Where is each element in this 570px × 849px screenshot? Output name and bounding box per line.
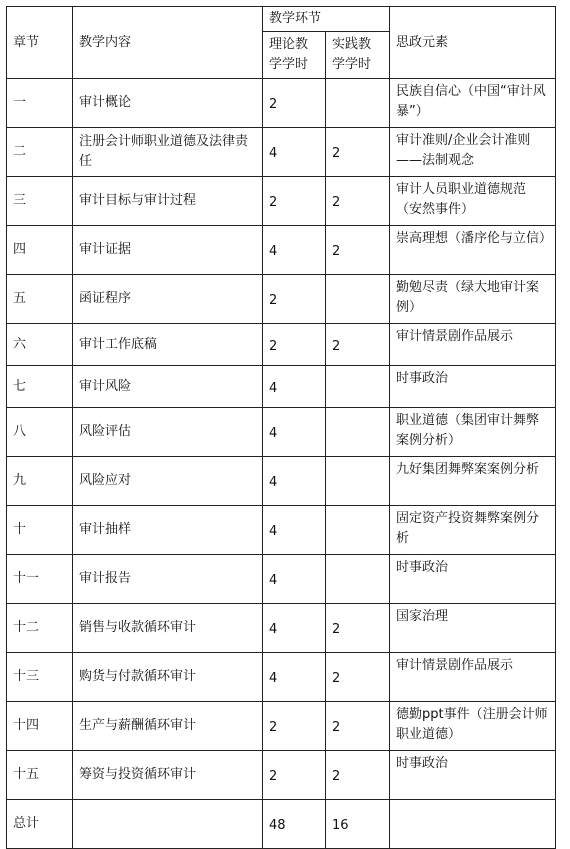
cell-practice-hours — [326, 275, 390, 324]
cell-theory-hours: 4 — [263, 653, 326, 702]
cell-ideological-element: 国家治理 — [390, 604, 556, 653]
cell-ideological-element: 固定资产投资舞弊案例分析 — [390, 506, 556, 555]
cell-chapter: 十二 — [7, 604, 73, 653]
cell-chapter: 十一 — [7, 555, 73, 604]
cell-chapter: 十五 — [7, 751, 73, 800]
cell-content: 销售与收款循环审计 — [73, 604, 263, 653]
cell-total-practice-hours: 16 — [326, 800, 390, 849]
table-row — [7, 275, 556, 324]
cell-practice-hours: 2 — [326, 128, 390, 177]
cell-ideological-element: 审计情景剧作品展示 — [390, 653, 556, 702]
cell-chapter: 七 — [7, 366, 73, 408]
cell-content: 审计报告 — [73, 555, 263, 604]
course-hours-table — [6, 6, 556, 849]
cell-ideological-element: 审计情景剧作品展示 — [390, 324, 556, 366]
cell-total-element — [390, 800, 556, 849]
table-row — [7, 702, 556, 751]
cell-chapter: 十 — [7, 506, 73, 555]
table-row — [7, 79, 556, 128]
cell-theory-hours: 4 — [263, 457, 326, 506]
table-row — [7, 555, 556, 604]
cell-theory-hours: 4 — [263, 408, 326, 457]
cell-total-theory-hours: 48 — [263, 800, 326, 849]
header-practice-hours: 实践教学学时 — [326, 32, 390, 79]
table-row — [7, 226, 556, 275]
cell-theory-hours: 2 — [263, 275, 326, 324]
cell-ideological-element: 审计准则/企业会计准则——法制观念 — [390, 128, 556, 177]
cell-practice-hours: 2 — [326, 604, 390, 653]
cell-ideological-element: 勤勉尽责（绿大地审计案例） — [390, 275, 556, 324]
cell-practice-hours — [326, 366, 390, 408]
table-row — [7, 751, 556, 800]
cell-chapter: 五 — [7, 275, 73, 324]
cell-theory-hours: 4 — [263, 128, 326, 177]
cell-content: 生产与薪酬循环审计 — [73, 702, 263, 751]
cell-ideological-element: 九好集团舞弊案案例分析 — [390, 457, 556, 506]
cell-practice-hours — [326, 457, 390, 506]
cell-practice-hours: 2 — [326, 653, 390, 702]
cell-theory-hours: 2 — [263, 79, 326, 128]
cell-practice-hours — [326, 555, 390, 604]
table-row — [7, 366, 556, 408]
cell-ideological-element: 民族自信心（中国“审计风暴”） — [390, 79, 556, 128]
cell-theory-hours: 4 — [263, 604, 326, 653]
cell-theory-hours: 4 — [263, 226, 326, 275]
cell-content: 审计抽样 — [73, 506, 263, 555]
cell-practice-hours: 2 — [326, 177, 390, 226]
table-row — [7, 604, 556, 653]
cell-chapter: 三 — [7, 177, 73, 226]
cell-theory-hours: 2 — [263, 702, 326, 751]
cell-content: 风险评估 — [73, 408, 263, 457]
cell-ideological-element: 崇高理想（潘序伦与立信） — [390, 226, 556, 275]
cell-total-content — [73, 800, 263, 849]
cell-chapter: 一 — [7, 79, 73, 128]
cell-practice-hours: 2 — [326, 751, 390, 800]
cell-chapter: 九 — [7, 457, 73, 506]
table-row — [7, 408, 556, 457]
cell-chapter: 十四 — [7, 702, 73, 751]
cell-content: 风险应对 — [73, 457, 263, 506]
cell-ideological-element: 职业道德（集团审计舞弊案例分析） — [390, 408, 556, 457]
cell-content: 注册会计师职业道德及法律责任 — [73, 128, 263, 177]
cell-ideological-element: 时事政治 — [390, 555, 556, 604]
cell-practice-hours: 2 — [326, 702, 390, 751]
cell-ideological-element: 德勤ppt事件（注册会计师职业道德） — [390, 702, 556, 751]
table-row — [7, 324, 556, 366]
header-ideological-elements: 思政元素 — [390, 7, 556, 79]
cell-content: 购货与付款循环审计 — [73, 653, 263, 702]
cell-chapter: 二 — [7, 128, 73, 177]
cell-theory-hours: 2 — [263, 324, 326, 366]
header-theory-hours: 理论教学学时 — [263, 32, 326, 79]
cell-ideological-element: 时事政治 — [390, 751, 556, 800]
header-chapter: 章节 — [7, 7, 73, 79]
cell-total-label: 总计 — [7, 800, 73, 849]
header-content: 教学内容 — [73, 7, 263, 79]
cell-chapter: 十三 — [7, 653, 73, 702]
cell-practice-hours — [326, 79, 390, 128]
cell-theory-hours: 4 — [263, 555, 326, 604]
cell-theory-hours: 4 — [263, 506, 326, 555]
cell-ideological-element: 审计人员职业道德规范（安然事件） — [390, 177, 556, 226]
total-row — [7, 800, 556, 849]
table-row — [7, 506, 556, 555]
cell-theory-hours: 4 — [263, 366, 326, 408]
table-row — [7, 128, 556, 177]
table-row — [7, 177, 556, 226]
cell-content: 审计证据 — [73, 226, 263, 275]
cell-content: 审计目标与审计过程 — [73, 177, 263, 226]
header-teaching-segment: 教学环节 — [263, 7, 390, 32]
cell-practice-hours: 2 — [326, 226, 390, 275]
cell-chapter: 四 — [7, 226, 73, 275]
cell-chapter: 六 — [7, 324, 73, 366]
cell-ideological-element: 时事政治 — [390, 366, 556, 408]
cell-practice-hours — [326, 408, 390, 457]
table-row — [7, 653, 556, 702]
cell-content: 函证程序 — [73, 275, 263, 324]
cell-content: 筹资与投资循环审计 — [73, 751, 263, 800]
cell-chapter: 八 — [7, 408, 73, 457]
cell-theory-hours: 2 — [263, 751, 326, 800]
cell-content: 审计风险 — [73, 366, 263, 408]
cell-practice-hours: 2 — [326, 324, 390, 366]
cell-practice-hours — [326, 506, 390, 555]
table-row — [7, 457, 556, 506]
cell-theory-hours: 2 — [263, 177, 326, 226]
cell-content: 审计概论 — [73, 79, 263, 128]
cell-content: 审计工作底稿 — [73, 324, 263, 366]
